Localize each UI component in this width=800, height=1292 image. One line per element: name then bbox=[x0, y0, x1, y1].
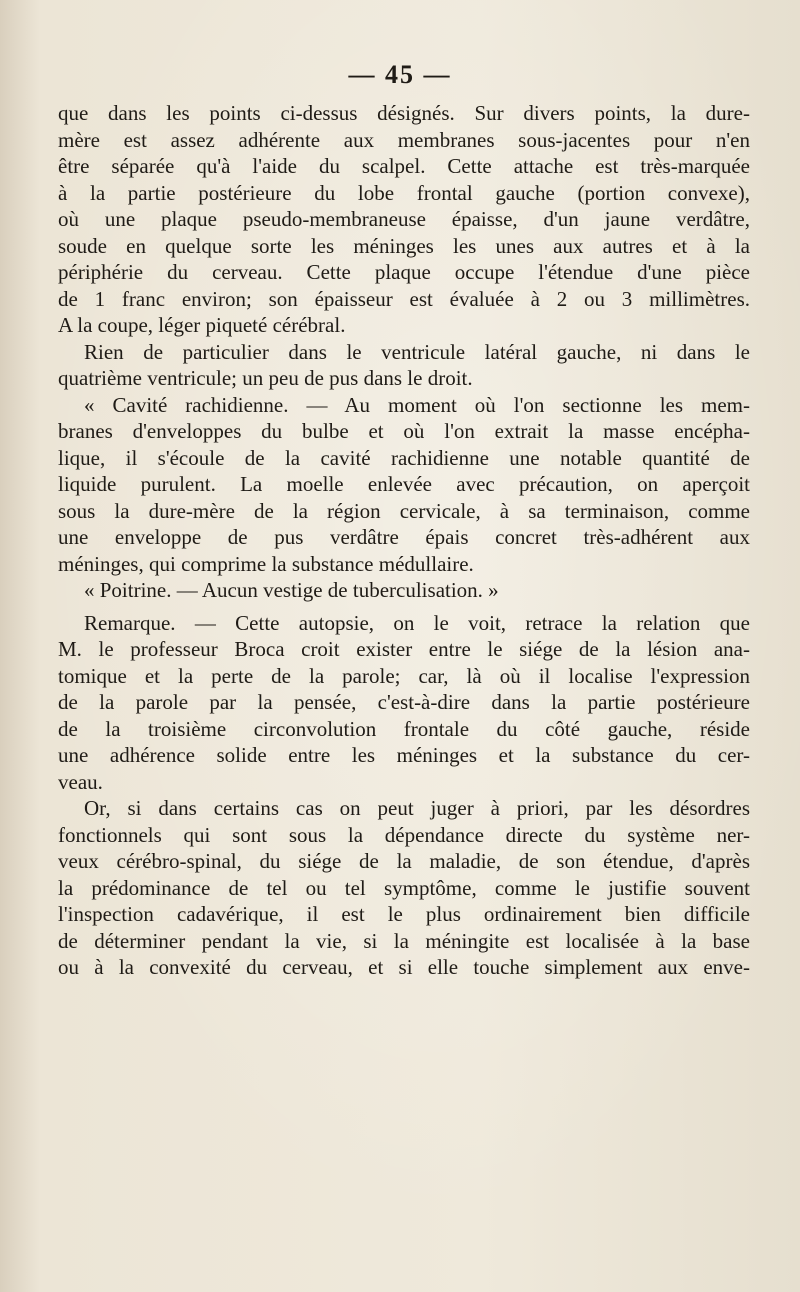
text-line: lique, il s'écoule de la cavité rachidienne une notable quantité de bbox=[58, 445, 750, 470]
text-line: liquide purulent. La moelle enlevée avec précaution, on aperçoit bbox=[58, 472, 750, 496]
paragraph-5 bbox=[58, 795, 750, 981]
text-line: veau. bbox=[58, 769, 103, 794]
text-line: soude en quelque sorte les méninges les unes aux autres et à la bbox=[58, 233, 750, 258]
text-line: M. le professeur Broca croit exister entre le siége de la lésion ana- bbox=[58, 637, 750, 661]
text-line: ou à la convexité du cerveau, et si elle touche simplement aux enve- bbox=[58, 955, 750, 979]
text-line: la prédominance de tel ou tel symptôme, comme le justifie souvent bbox=[58, 875, 750, 900]
text-line: tomique et la perte de la parole; car, là où il localise l'expression bbox=[58, 663, 750, 688]
text-line: A la coupe, léger piqueté cérébral. bbox=[58, 313, 346, 337]
text-line: branes d'enveloppes du bulbe et où l'on extrait la masse encépha- bbox=[58, 419, 750, 443]
text-line: à la partie postérieure du lobe frontal gauche (portion convexe), bbox=[58, 180, 750, 205]
paragraph-4-remarque bbox=[58, 610, 750, 796]
paragraph-3 bbox=[58, 392, 750, 604]
page-body bbox=[58, 100, 750, 981]
text-line: veux cérébro-spinal, du siége de la maladie, de son étendue, d'après bbox=[58, 849, 750, 873]
text-line: de la parole par la pensée, c'est-à-dire dans la partie postérieure bbox=[58, 690, 750, 714]
text-line: de déterminer pendant la vie, si la méningite est localisée à la base bbox=[58, 928, 750, 953]
text-line: Rien de particulier dans le ventricule latéral gauche, ni dans le bbox=[84, 339, 750, 364]
paragraph-1 bbox=[58, 100, 750, 339]
text-line: « Cavité rachidienne. — Au moment où l'on sectionne les mem- bbox=[84, 392, 750, 417]
page-number-header: — 45 — bbox=[348, 60, 452, 89]
text-line: être séparée qu'à l'aide du scalpel. Cette attache est très-marquée bbox=[58, 154, 750, 178]
text-line: périphérie du cerveau. Cette plaque occupe l'étendue d'une pièce bbox=[58, 260, 750, 284]
text-line: Remarque. — Cette autopsie, on le voit, retrace la relation que bbox=[84, 610, 750, 635]
text-line: une enveloppe de pus verdâtre épais concret très-adhérent aux bbox=[58, 525, 750, 549]
text-line: « Poitrine. — Aucun vestige de tuberculisation. » bbox=[84, 578, 499, 602]
text-line: Or, si dans certains cas on peut juger à priori, par les désordres bbox=[84, 796, 750, 820]
text-line: de la troisième circonvolution frontale du côté gauche, réside bbox=[58, 716, 750, 741]
text-line: sous la dure-mère de la région cervicale, à sa terminaison, comme bbox=[58, 498, 750, 523]
text-line: l'inspection cadavérique, il est le plus ordinairement bien difficile bbox=[58, 902, 750, 926]
text-line: quatrième ventricule; un peu de pus dans le droit. bbox=[58, 366, 473, 390]
text-line: où une plaque pseudo-membraneuse épaisse, d'un jaune verdâtre, bbox=[58, 207, 750, 231]
text-line: une adhérence solide entre les méninges et la substance du cer- bbox=[58, 743, 750, 767]
text-line: que dans les points ci-dessus désignés. Sur divers points, la dure- bbox=[58, 101, 750, 125]
paragraph-2 bbox=[58, 339, 750, 392]
text-line: fonctionnels qui sont sous la dépendance directe du système ner- bbox=[58, 822, 750, 847]
text-line: mère est assez adhérente aux membranes sous-jacentes pour n'en bbox=[58, 127, 750, 152]
text-line: méninges, qui comprime la substance médullaire. bbox=[58, 551, 474, 576]
text-line: de 1 franc environ; son épaisseur est évaluée à 2 ou 3 millimètres. bbox=[58, 286, 750, 311]
